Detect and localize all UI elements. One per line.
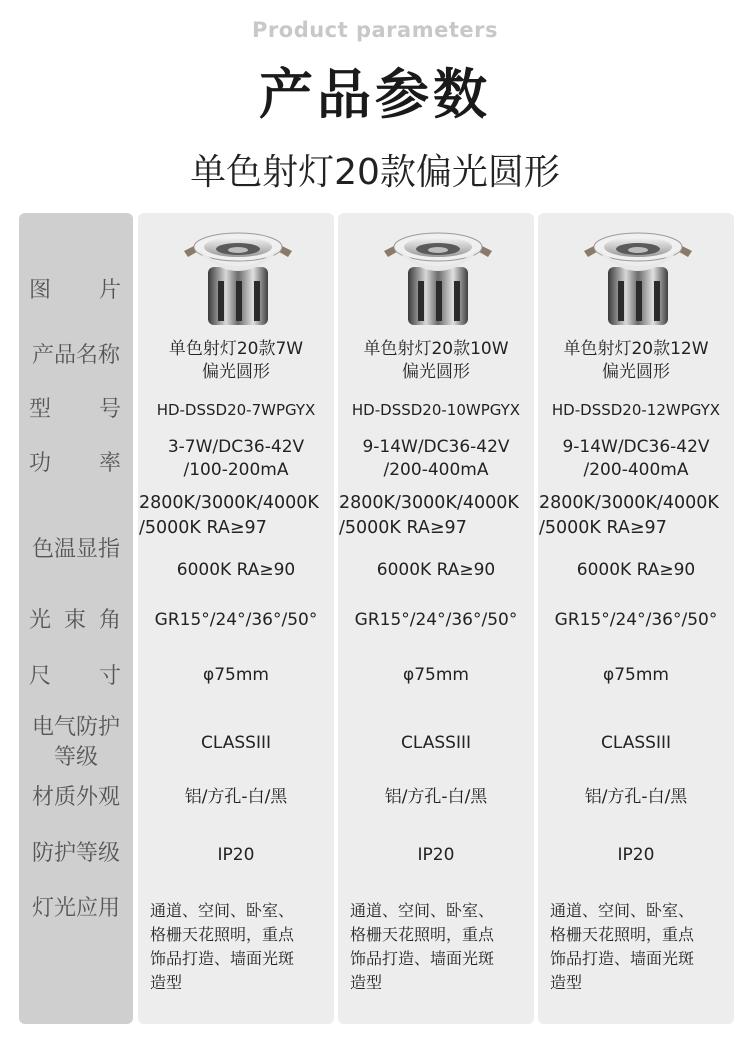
label-name: 产品名称 — [31, 343, 120, 368]
label-column — [19, 213, 133, 1024]
power-spec: 3-7W/DC36-42V /100-200mA — [167, 437, 305, 480]
cct-cri-spec-2: 6000K RA≥90 — [176, 560, 296, 580]
ip-rating: IP20 — [617, 845, 655, 865]
cct-cri-spec-2: 6000K RA≥90 — [376, 560, 496, 580]
model-number: HD-DSSD20-7WPGYX — [156, 401, 316, 419]
product-column — [538, 213, 734, 1024]
label-model: 型 号 — [29, 397, 121, 422]
material-spec: 铝/方孔-白/黑 — [584, 787, 688, 807]
downlight-image — [382, 221, 494, 329]
title-english: Product parameters — [252, 18, 498, 42]
ip-rating: IP20 — [417, 845, 455, 865]
size-spec: φ75mm — [603, 665, 669, 685]
cct-cri-spec-2: 6000K RA≥90 — [576, 560, 696, 580]
electrical-class: CLASSIII — [201, 733, 271, 753]
product-column — [138, 213, 334, 1024]
product-name: 单色射灯20款7W 偏光圆形 — [168, 339, 304, 382]
label-size: 尺 寸 — [29, 664, 121, 689]
power-spec: 9-14W/DC36-42V /200-400mA — [362, 437, 510, 480]
cct-cri-spec: 2800K/3000K/4000K /5000K RA≥97 — [139, 493, 319, 538]
label-application: 灯光应用 — [31, 896, 120, 921]
label-power: 功 率 — [29, 451, 121, 476]
cct-cri-spec: 2800K/3000K/4000K /5000K RA≥97 — [539, 493, 719, 538]
beam-angle: GR15°/24°/36°/50° — [154, 610, 318, 630]
model-number: HD-DSSD20-12WPGYX — [551, 401, 721, 419]
size-spec: φ75mm — [403, 665, 469, 685]
beam-angle: GR15°/24°/36°/50° — [554, 610, 718, 630]
power-spec: 9-14W/DC36-42V /200-400mA — [562, 437, 710, 480]
product-column — [338, 213, 534, 1024]
product-name: 单色射灯20款12W 偏光圆形 — [563, 339, 709, 382]
application-text: 通道、空间、卧室、 格栅天花照明，重点 饰品打造、墙面光斑 造型 — [150, 901, 295, 992]
material-spec: 铝/方孔-白/黑 — [384, 787, 488, 807]
application-text: 通道、空间、卧室、 格栅天花照明，重点 饰品打造、墙面光斑 造型 — [350, 901, 495, 992]
model-number: HD-DSSD20-10WPGYX — [351, 401, 521, 419]
cct-cri-spec: 2800K/3000K/4000K /5000K RA≥97 — [339, 493, 519, 538]
label-electric: 电气防护 等级 — [31, 715, 120, 770]
title-chinese: 产品参数 — [259, 63, 491, 126]
subtitle: 单色射灯20款偏光圆形 — [190, 152, 560, 193]
material-spec: 铝/方孔-白/黑 — [184, 787, 288, 807]
electrical-class: CLASSIII — [601, 733, 671, 753]
downlight-image — [182, 221, 294, 329]
application-text: 通道、空间、卧室、 格栅天花照明，重点 饰品打造、墙面光斑 造型 — [550, 901, 695, 992]
label-cct: 色温显指 — [31, 537, 120, 562]
electrical-class: CLASSIII — [401, 733, 471, 753]
label-beam: 光 束 角 — [29, 608, 121, 633]
label-ip: 防护等级 — [31, 841, 120, 866]
product-name: 单色射灯20款10W 偏光圆形 — [363, 339, 509, 382]
downlight-image — [582, 221, 694, 329]
beam-angle: GR15°/24°/36°/50° — [354, 610, 518, 630]
ip-rating: IP20 — [217, 845, 255, 865]
size-spec: φ75mm — [203, 665, 269, 685]
label-image: 图 片 — [29, 278, 121, 303]
label-material: 材质外观 — [31, 785, 120, 810]
